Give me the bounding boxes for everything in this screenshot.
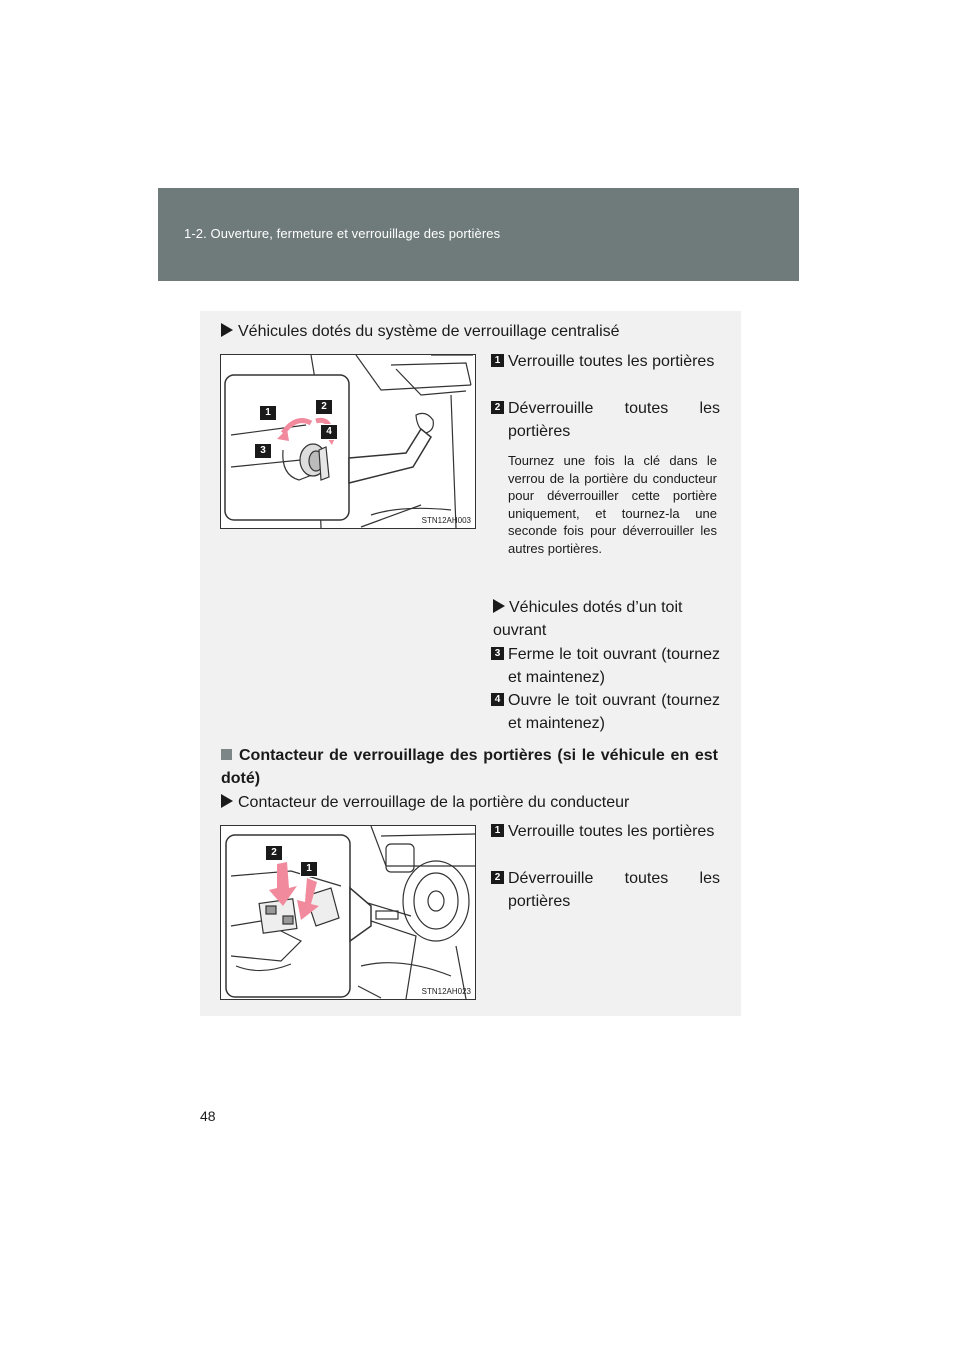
figure-code: STN12AH003 — [421, 516, 471, 525]
item-text: Déverrouille toutes les portières — [508, 400, 720, 440]
item-text: Verrouille toutes les portières — [508, 823, 715, 840]
list-item — [491, 867, 720, 913]
callout-1: 1 — [300, 861, 318, 877]
key-note: Tournez une fois la clé dans le verrou de la portière du conducteur pour déverrouiller cette portière uniquement, et tournez-la une seconde fois pour déverrouiller les autres portières. — [508, 453, 717, 556]
figure-code: STN12AH023 — [421, 987, 471, 996]
triangle-bullet-icon — [493, 599, 505, 613]
item-number: 3 — [491, 647, 504, 660]
section-header — [158, 188, 799, 281]
driver-switch-heading — [221, 792, 629, 814]
door-lock-switch-heading: Contacteur de verrouillage des portières (si le véhicule en est doté) — [221, 747, 718, 787]
item-number: 4 — [491, 693, 504, 706]
list-item — [491, 350, 720, 373]
callout-2: 2 — [315, 399, 333, 415]
item-text: Verrouille toutes les portières — [508, 353, 715, 370]
list-item — [491, 643, 720, 689]
item-text: Déverrouille toutes les portières — [508, 870, 720, 910]
key-lock-figure — [220, 354, 476, 529]
callout-1: 1 — [259, 405, 277, 421]
section-heading — [221, 744, 718, 790]
page-number: 48 — [200, 1108, 216, 1124]
key-lock-illustration — [221, 355, 475, 528]
callout-2: 2 — [265, 845, 283, 861]
square-bullet-icon — [221, 749, 232, 760]
item-text: Ferme le toit ouvrant (tournez et maintenez) — [508, 646, 720, 686]
driver-switch-title: Contacteur de verrouillage de la portière du conducteur — [238, 794, 630, 811]
list-item — [491, 820, 720, 843]
triangle-bullet-icon — [221, 794, 233, 808]
item-number: 2 — [491, 871, 504, 884]
section-title: 1-2. Ouverture, fermeture et verrouillage des portières — [184, 226, 501, 241]
list-item — [491, 689, 720, 735]
item-number: 2 — [491, 401, 504, 414]
item-number: 1 — [491, 824, 504, 837]
callout-3: 3 — [254, 443, 272, 459]
item-number: 1 — [491, 354, 504, 367]
central-locking-title: Véhicules dotés du système de verrouillage centralisé — [238, 323, 620, 340]
door-switch-figure — [220, 825, 476, 1000]
sunroof-title: Véhicules dotés d’un toit ouvrant — [493, 599, 683, 639]
triangle-bullet-icon — [221, 323, 233, 337]
central-locking-heading — [221, 321, 620, 343]
list-item — [491, 397, 720, 443]
door-switch-illustration — [221, 826, 475, 999]
item-text: Ouvre le toit ouvrant (tournez et maintenez) — [508, 692, 720, 732]
callout-4: 4 — [320, 424, 338, 440]
sunroof-heading — [493, 596, 718, 642]
